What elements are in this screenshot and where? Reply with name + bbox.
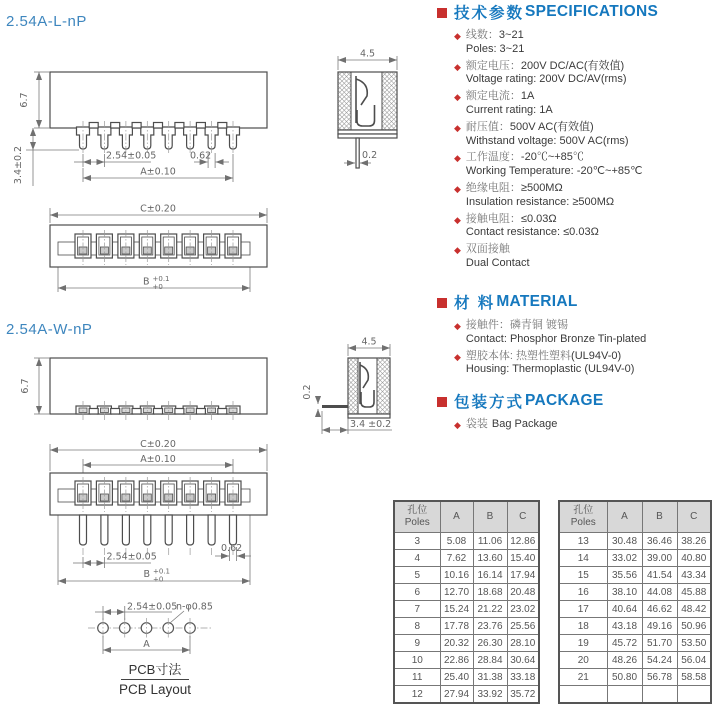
col-header-c: C: [677, 501, 711, 533]
table-cell: 15.24: [440, 601, 473, 618]
material-list: [454, 319, 713, 377]
dim-label-pin-width: 0.62: [190, 150, 212, 162]
diamond-bullet-icon: ◆: [454, 183, 461, 194]
spec-line-cn: [466, 418, 557, 432]
dim-label-pitch: 2.54±0.05: [106, 150, 157, 162]
spec-line-en: Dual Contact: [465, 256, 530, 269]
table-cell: 35.56: [607, 567, 642, 584]
dim-label-c: C±0.20: [140, 439, 176, 450]
dim-label-b-tol-top: +0.1: [152, 275, 170, 283]
table-cell: 54.24: [642, 652, 677, 669]
spec-value: 3~21: [498, 29, 524, 41]
package-heading: [430, 390, 713, 412]
right-column: [430, 0, 713, 460]
spec-item: [454, 319, 713, 347]
spec-line-cn: [466, 29, 524, 43]
package-section: [430, 390, 713, 436]
heading-en: PACKAGE: [525, 392, 604, 409]
pcb-layout-caption: [70, 659, 240, 697]
spec-value: (UL94V-0): [571, 349, 622, 362]
table-cell: 35.72: [507, 686, 539, 704]
solder-pin: [356, 138, 359, 168]
table-cell: 33.92: [473, 686, 507, 704]
table-cell: 17.78: [440, 618, 473, 635]
table-cell: 28.10: [507, 635, 539, 652]
l-type-side-view-drawing: [300, 40, 440, 180]
l-type-bottom-view-drawing: [30, 195, 320, 307]
table-cell: 25.56: [507, 618, 539, 635]
base-plate: [338, 130, 397, 134]
table-cell: 11.06: [473, 533, 507, 550]
table-cell: 13: [559, 533, 607, 550]
spec-lines: [466, 121, 629, 149]
dim-label-width: 4.5: [361, 336, 377, 348]
table-cell: 16.14: [473, 567, 507, 584]
table-cell: 40.64: [607, 601, 642, 618]
package-list: [454, 418, 713, 433]
table-row: [559, 567, 711, 584]
table-cell: 22.86: [440, 652, 473, 669]
dimension-lines: [34, 358, 50, 414]
table-cell: 21.22: [473, 601, 507, 618]
dim-label-body-height: 6.7: [20, 378, 31, 394]
table-cell: [677, 686, 711, 704]
table-cell: 14: [559, 550, 607, 567]
spec-lines: [466, 319, 646, 347]
spec-item: [454, 60, 713, 88]
diamond-bullet-icon: ◆: [454, 92, 461, 103]
spec-value: ≥500MΩ: [520, 181, 563, 194]
specifications-heading: [430, 1, 713, 23]
spec-value: 200V DC/AC(有效值): [520, 59, 625, 72]
table-cell: 36.46: [642, 533, 677, 550]
table-cell: 11: [394, 669, 440, 686]
heading-en: SPECIFICATIONS: [525, 3, 659, 20]
table-cell: 17: [559, 601, 607, 618]
dim-label-pin-length: 3.4 ±0.2: [350, 419, 392, 430]
spec-lines: [466, 90, 553, 118]
table-cell: 7: [394, 601, 440, 618]
diamond-bullet-icon: ◆: [454, 214, 461, 225]
dim-label-pin-length: 3.4±0.2: [13, 145, 24, 185]
material-heading: [430, 291, 713, 313]
dim-label-pitch: 2.54±0.05: [106, 551, 157, 563]
table-cell: 13.60: [473, 550, 507, 567]
dim-label-c: C±0.20: [140, 203, 176, 215]
table-cell: 4: [394, 550, 440, 567]
hatched-wall: [377, 358, 390, 414]
table-cell: 51.70: [642, 635, 677, 652]
spec-label-cn: 塑胶本体: 热塑性塑料: [465, 349, 572, 362]
spec-label-cn: 接触电阻：: [465, 212, 521, 225]
table-cell: 16: [559, 584, 607, 601]
w-type-bottom-view-drawing: [30, 435, 320, 595]
spec-label-cn: 线数：: [465, 29, 499, 41]
section-bullet-square-icon: [437, 8, 447, 18]
dim-label-hole-diameter: n-φ0.85: [176, 601, 213, 613]
spec-value: 500V AC(有效值): [509, 120, 594, 133]
spec-line-cn: [466, 121, 629, 135]
table-cell: 5: [394, 567, 440, 584]
table-row: [394, 669, 539, 686]
spec-item: [454, 350, 713, 378]
spec-lines: [466, 243, 530, 271]
col-header-poles: [559, 501, 607, 533]
table-cell: 48.26: [607, 652, 642, 669]
table-cell: 6: [394, 584, 440, 601]
table-cell: 28.84: [473, 652, 507, 669]
poles-header-en: Poles: [570, 517, 596, 528]
spec-value: -20℃~+85℃: [520, 151, 584, 164]
table-cell: 30.48: [607, 533, 642, 550]
table-cell: 45.72: [607, 635, 642, 652]
section-bullet-square-icon: [437, 298, 447, 308]
spec-label-cn: 袋装: [465, 418, 488, 430]
table-cell: 50.96: [677, 618, 711, 635]
spec-line-cn: [466, 319, 646, 333]
table-cell: 18.68: [473, 584, 507, 601]
spec-line-en: Current rating: 1A: [465, 103, 553, 116]
spec-label-cn: 额定电流：: [465, 90, 521, 103]
specifications-section: [430, 1, 713, 274]
table-cell: 23.76: [473, 618, 507, 635]
w-type-front-view-drawing: [0, 330, 300, 435]
table-row: [559, 635, 711, 652]
table-row: [394, 635, 539, 652]
spec-lines: [466, 60, 627, 88]
heading-cn: 包装方式: [454, 394, 525, 411]
w-type-part-number: 2.54A-W-nP: [6, 321, 93, 338]
table-cell: 44.08: [642, 584, 677, 601]
table-row: [394, 652, 539, 669]
dim-label-a: A: [143, 639, 150, 650]
table-header-row: [394, 501, 539, 533]
table-cell: 53.50: [677, 635, 711, 652]
table-cell: [642, 686, 677, 704]
table-cell: 41.54: [642, 567, 677, 584]
diamond-bullet-icon: ◆: [454, 153, 461, 164]
table-header-row: [559, 501, 711, 533]
dim-label-body-height: 6.7: [19, 92, 30, 108]
col-header-a: A: [440, 501, 473, 533]
table-row: [394, 686, 539, 704]
dim-label-pin-width: 0.62: [221, 543, 243, 554]
table-cell: 45.88: [677, 584, 711, 601]
spec-line-en: Poles: 3~21: [465, 42, 525, 55]
table-cell: 18: [559, 618, 607, 635]
table-cell: [607, 686, 642, 704]
spec-line-cn: [466, 151, 643, 165]
col-header-b: B: [642, 501, 677, 533]
dim-label-b-tol-bot: +0: [152, 283, 163, 291]
table-cell: 10.16: [440, 567, 473, 584]
table-cell: 20.48: [507, 584, 539, 601]
specifications-list: [454, 29, 713, 271]
diamond-bullet-icon: ◆: [454, 245, 461, 256]
spec-line-en: Voltage rating: 200V DC/AV(rms): [465, 73, 627, 86]
spec-line-en: Contact: Phosphor Bronze Tin-plated: [465, 332, 647, 345]
poles-header-cn: 孔位: [573, 505, 594, 516]
spec-label-cn: 双面接触: [465, 243, 510, 256]
spec-lines: [466, 151, 643, 179]
spec-item: [454, 90, 713, 118]
table-row: [559, 533, 711, 550]
spec-line-cn: [466, 213, 599, 227]
diamond-bullet-icon: ◆: [454, 61, 461, 72]
table-row: [559, 618, 711, 635]
col-header-poles: [394, 501, 440, 533]
table-row: [559, 550, 711, 567]
table-cell: 23.02: [507, 601, 539, 618]
table-cell: 21: [559, 669, 607, 686]
table-row: [394, 618, 539, 635]
table-cell: 43.18: [607, 618, 642, 635]
diamond-bullet-icon: ◆: [454, 31, 461, 41]
spec-line-en: Working Temperature: -20℃~+85℃: [465, 165, 643, 178]
table-cell: 26.30: [473, 635, 507, 652]
spec-value: ≤0.03Ω: [520, 212, 557, 225]
table-cell: 15: [559, 567, 607, 584]
diamond-bullet-icon: ◆: [454, 122, 461, 133]
spec-line-en: Withstand voltage: 500V AC(rms): [465, 134, 629, 147]
table-cell: 58.58: [677, 669, 711, 686]
table-row: [559, 669, 711, 686]
table-cell: 49.16: [642, 618, 677, 635]
spec-line-en: Housing: Thermoplastic (UL94V-0): [465, 363, 635, 376]
table-cell: 39.00: [642, 550, 677, 567]
heading-cn: 材 料: [454, 295, 496, 312]
dim-label-b-tol-bot: +0: [153, 575, 164, 584]
table-cell: 31.38: [473, 669, 507, 686]
w-type-side-view-drawing: [300, 332, 440, 440]
table-cell: 56.78: [642, 669, 677, 686]
l-type-front-view-drawing: [0, 30, 300, 192]
spec-item: [454, 418, 713, 433]
table-cell: [559, 686, 607, 704]
table-row: [559, 686, 711, 704]
col-header-b: B: [473, 501, 507, 533]
spec-line-en: Contact resistance: ≤0.03Ω: [465, 226, 599, 239]
heading-cn: 技术参数: [454, 5, 525, 22]
hatched-wall: [338, 72, 351, 130]
spec-lines: [466, 350, 635, 378]
spec-item: [454, 121, 713, 149]
base-plate: [348, 414, 390, 418]
spec-label-cn: 耐压值：: [465, 120, 510, 133]
dimension-table-poles-13-21: [558, 500, 712, 704]
table-cell: 40.80: [677, 550, 711, 567]
diamond-bullet-icon: ◆: [454, 420, 461, 430]
table-cell: 46.62: [642, 601, 677, 618]
spec-line-cn: [466, 90, 553, 104]
spec-item: [454, 182, 713, 210]
table-row: [394, 567, 539, 584]
table-cell: 48.42: [677, 601, 711, 618]
table-cell: 9: [394, 635, 440, 652]
dim-label-pin-thickness: 0.2: [362, 150, 378, 161]
dim-label-b-tol-top: +0.1: [153, 567, 170, 576]
spec-lines: [466, 29, 524, 57]
dim-label-a: A±0.10: [140, 166, 176, 178]
spec-label-cn: 工作温度：: [465, 151, 521, 164]
table-cell: 7.62: [440, 550, 473, 567]
col-header-c: C: [507, 501, 539, 533]
table-cell: 20.32: [440, 635, 473, 652]
spec-line-en: Insulation resistance: ≥500MΩ: [465, 195, 615, 208]
l-type-part-number: 2.54A-L-nP: [6, 13, 87, 30]
section-bullet-square-icon: [437, 397, 447, 407]
table-row: [394, 533, 539, 550]
diamond-bullet-icon: ◆: [454, 351, 461, 362]
base-plate: [338, 134, 397, 138]
spec-label-cn: 额定电压：: [465, 59, 521, 72]
table-cell: 33.02: [607, 550, 642, 567]
table-cell: 38.26: [677, 533, 711, 550]
table-row: [559, 652, 711, 669]
pcb-caption-cn: PCB寸法: [121, 659, 190, 680]
spec-value: 1A: [520, 90, 535, 103]
spec-line-cn: [466, 60, 627, 74]
table-cell: 5.08: [440, 533, 473, 550]
spec-label-cn: 接触件：磷青铜 镀锡: [465, 319, 568, 331]
table-cell: 12.70: [440, 584, 473, 601]
table-cell: 38.10: [607, 584, 642, 601]
spec-item: [454, 243, 713, 271]
table-cell: 30.64: [507, 652, 539, 669]
table-cell: 27.94: [440, 686, 473, 704]
spec-item: [454, 29, 713, 57]
table-cell: 12.86: [507, 533, 539, 550]
spec-lines: [466, 213, 599, 241]
table-row: [559, 584, 711, 601]
spec-line-cn: [466, 350, 635, 364]
spec-line-cn: [466, 182, 614, 196]
hatched-wall: [382, 72, 397, 130]
table-cell: 25.40: [440, 669, 473, 686]
table-cell: 50.80: [607, 669, 642, 686]
table-cell: 12: [394, 686, 440, 704]
connector-body-outline: [50, 72, 267, 128]
table-row: [559, 601, 711, 618]
table-row: [394, 601, 539, 618]
pcb-caption-en: PCB Layout: [118, 682, 192, 697]
spec-item: [454, 151, 713, 179]
dim-label-a: A±0.10: [140, 454, 176, 465]
table-cell: 15.40: [507, 550, 539, 567]
table-row: [394, 584, 539, 601]
material-section: [430, 291, 713, 380]
pin-row: [80, 515, 237, 556]
table-cell: 10: [394, 652, 440, 669]
spec-line-en: Bag Package: [491, 418, 558, 430]
dim-label-pin-thickness: 0.2: [302, 384, 313, 400]
table-cell: 8: [394, 618, 440, 635]
dimension-table-poles-3-12: [393, 500, 540, 704]
poles-header-cn: 孔位: [407, 505, 428, 516]
spec-item: [454, 213, 713, 241]
dim-label-b: B: [143, 569, 151, 580]
heading-en: MATERIAL: [496, 293, 578, 310]
dim-label-pitch: 2.54±0.05: [127, 601, 178, 613]
dim-label-b: B: [143, 276, 150, 288]
table-cell: 19: [559, 635, 607, 652]
table-row: [394, 550, 539, 567]
diamond-bullet-icon: ◆: [454, 321, 461, 331]
table-cell: 3: [394, 533, 440, 550]
spec-lines: [466, 418, 557, 433]
poles-header-en: Poles: [404, 517, 430, 528]
spec-label-cn: 绝缘电阻：: [465, 181, 521, 194]
table-cell: 33.18: [507, 669, 539, 686]
hatched-wall: [348, 358, 358, 414]
table-cell: 56.04: [677, 652, 711, 669]
table-cell: 20: [559, 652, 607, 669]
col-header-a: A: [607, 501, 642, 533]
dim-label-width: 4.5: [359, 48, 376, 60]
table-cell: 43.34: [677, 567, 711, 584]
spec-lines: [466, 182, 614, 210]
spec-line-cn: [466, 243, 530, 257]
table-cell: 17.94: [507, 567, 539, 584]
